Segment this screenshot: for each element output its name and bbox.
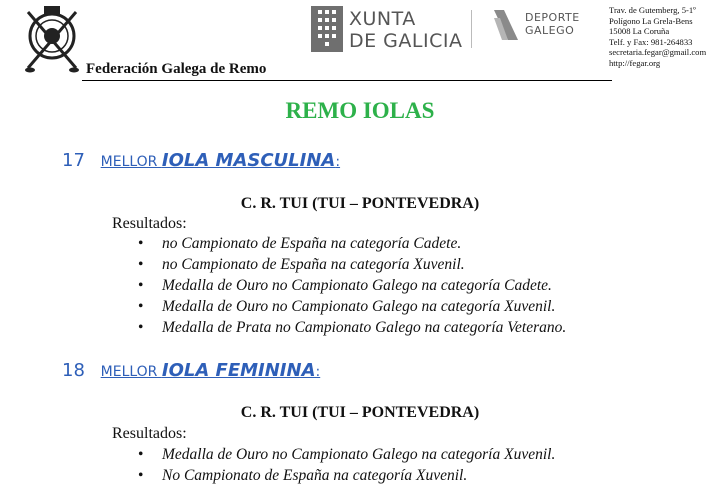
section-label-italic: IOLA FEMININA bbox=[161, 360, 316, 381]
xunta-de-galicia-logo bbox=[311, 6, 481, 54]
section-label-plain: MELLOR bbox=[100, 154, 162, 170]
section-label-suffix: : bbox=[335, 154, 341, 170]
xunta-emblem-icon bbox=[311, 6, 343, 52]
header-divider-line bbox=[82, 80, 612, 81]
section-number: 18 bbox=[62, 360, 85, 381]
federation-name: Federación Galega de Remo bbox=[86, 61, 267, 77]
results-label: Resultados: bbox=[112, 425, 187, 442]
deporte-logo-line-2: GALEGO bbox=[525, 24, 575, 37]
deporte-logo-line-1: DEPORTE bbox=[525, 11, 580, 24]
federation-crest-icon bbox=[22, 2, 82, 74]
list-item: • Medalla de Ouro no Campionato Galego na categoría Xuvenil. bbox=[162, 296, 566, 317]
deporte-galego-mark-icon bbox=[492, 8, 520, 42]
contact-phone: Telf. y Fax: 981-264833 bbox=[609, 36, 693, 47]
club-name: C. R. TUI (TUI – PONTEVEDRA) bbox=[240, 404, 480, 421]
list-item: • Medalla de Ouro no Campionato Galego na categoría Cadete. bbox=[162, 275, 566, 296]
results-list bbox=[162, 444, 555, 486]
section-label-italic: IOLA MASCULINA bbox=[161, 150, 336, 171]
list-item: • no Campionato de España na categoría Xuvenil. bbox=[162, 254, 566, 275]
page-title: REMO IOLAS bbox=[285, 98, 435, 123]
results-label: Resultados: bbox=[112, 215, 187, 232]
deporte-galego-logo bbox=[492, 8, 592, 48]
list-item: • Medalla de Ouro no Campionato Galego na categoría Xuvenil. bbox=[162, 444, 555, 465]
contact-email: secretaria.fegar@gmail.com bbox=[609, 47, 707, 58]
contact-area: Polígono La Grela-Bens bbox=[609, 15, 693, 26]
contact-block bbox=[609, 5, 706, 69]
list-item: • No Campionato de España na categoría Xuvenil. bbox=[162, 465, 555, 486]
results-list bbox=[162, 233, 566, 338]
section-heading-feminina bbox=[62, 360, 320, 381]
list-item: • no Campionato de España na categoría Cadete. bbox=[162, 233, 566, 254]
contact-website: http://fegar.org bbox=[609, 57, 661, 68]
xunta-logo-line-1: XUNTA bbox=[349, 8, 416, 30]
section-heading-masculina bbox=[62, 150, 340, 171]
section-number: 17 bbox=[62, 150, 85, 171]
contact-city: 15008 La Coruña bbox=[609, 26, 670, 37]
club-name: C. R. TUI (TUI – PONTEVEDRA) bbox=[240, 195, 480, 212]
section-label-suffix: : bbox=[315, 364, 321, 380]
contact-address: Trav. de Gutemberg, 5-1º bbox=[609, 5, 696, 15]
logo-divider bbox=[471, 10, 472, 48]
list-item: • Medalla de Prata no Campionato Galego na categoría Veterano. bbox=[162, 317, 566, 338]
xunta-logo-line-2: DE GALICIA bbox=[349, 30, 463, 52]
section-label-plain: MELLOR bbox=[100, 364, 162, 380]
